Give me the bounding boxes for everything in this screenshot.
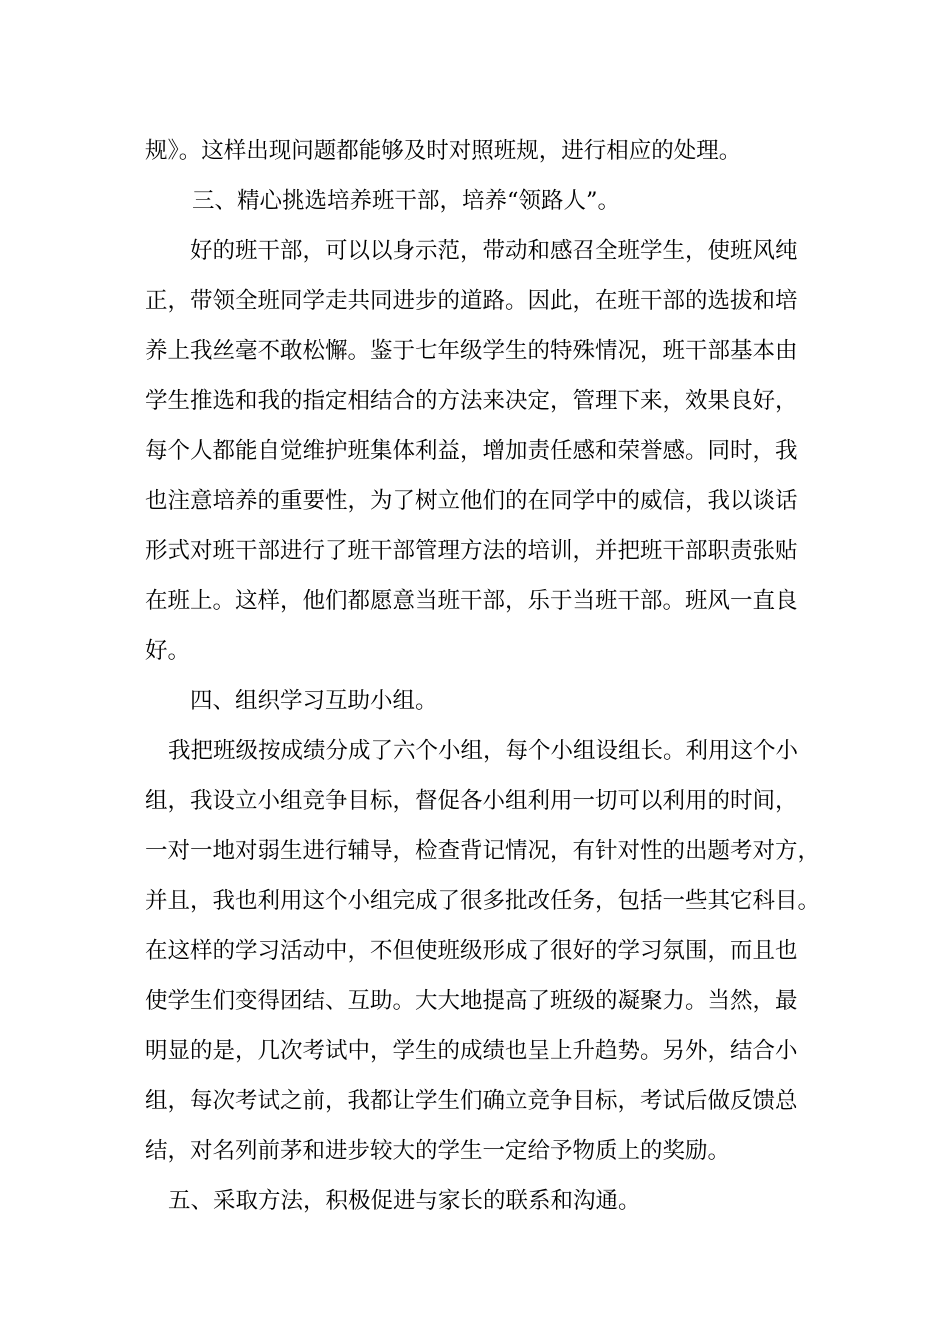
text-line-5: 养上我丝毫不敢松懈。鉴于七年级学生的特殊情况，班干部基本由 [145,338,798,364]
text-line-13: 我把班级按成绩分成了六个小组，每个小组设组长。利用这个小 [168,738,799,764]
text-line-14: 组，我设立小组竞争目标，督促各小组利用一切可以利用的时间， [145,788,798,814]
text-line-19: 明显的是，几次考试中，学生的成绩也呈上升趋势。另外，结合小 [145,1038,798,1064]
text-line-3: 好的班干部，可以以身示范，带动和感召全班学生，使班风纯 [190,238,798,264]
text-line-20: 组，每次考试之前，我都让学生们确立竞争目标，考试后做反馈总 [145,1088,798,1114]
text-line-8: 也注意培养的重要性，为了树立他们的在同学中的威信，我以谈话 [145,488,798,514]
text-line-1: 规》。这样出现问题都能够及时对照班规，进行相应的处理。 [145,138,742,164]
section-heading-3: 三、精心挑选培养班干部，培养“领路人”。 [192,188,621,214]
text-line-18: 使学生们变得团结、互助。大大地提高了班级的凝聚力。当然，最 [145,988,798,1014]
text-line-11: 好。 [145,638,191,664]
section-heading-4: 四、组织学习互助小组。 [190,688,438,714]
text-line-10: 在班上。这样，他们都愿意当班干部，乐于当班干部。班风一直良 [145,588,798,614]
text-line-16: 并且，我也利用这个小组完成了很多批改任务，包括一些其它科目。 [145,888,821,914]
text-line-9: 形式对班干部进行了班干部管理方法的培训，并把班干部职责张贴 [145,538,798,564]
text-line-4: 正，带领全班同学走共同进步的道路。因此，在班干部的选拔和培 [145,288,798,314]
text-line-17: 在这样的学习活动中，不但使班级形成了很好的学习氛围，而且也 [145,938,798,964]
section-heading-5: 五、采取方法，积极促进与家长的联系和沟通。 [168,1188,641,1214]
text-line-6: 学生推选和我的指定相结合的方法来决定，管理下来，效果良好， [145,388,798,414]
text-line-15: 一对一地对弱生进行辅导，检查背记情况，有针对性的出题考对方， [145,838,821,864]
text-line-7: 每个人都能自觉维护班集体利益，增加责任感和荣誉感。同时，我 [145,438,798,464]
text-line-21: 结，对名列前茅和进步较大的学生一定给予物质上的奖励。 [145,1138,731,1164]
